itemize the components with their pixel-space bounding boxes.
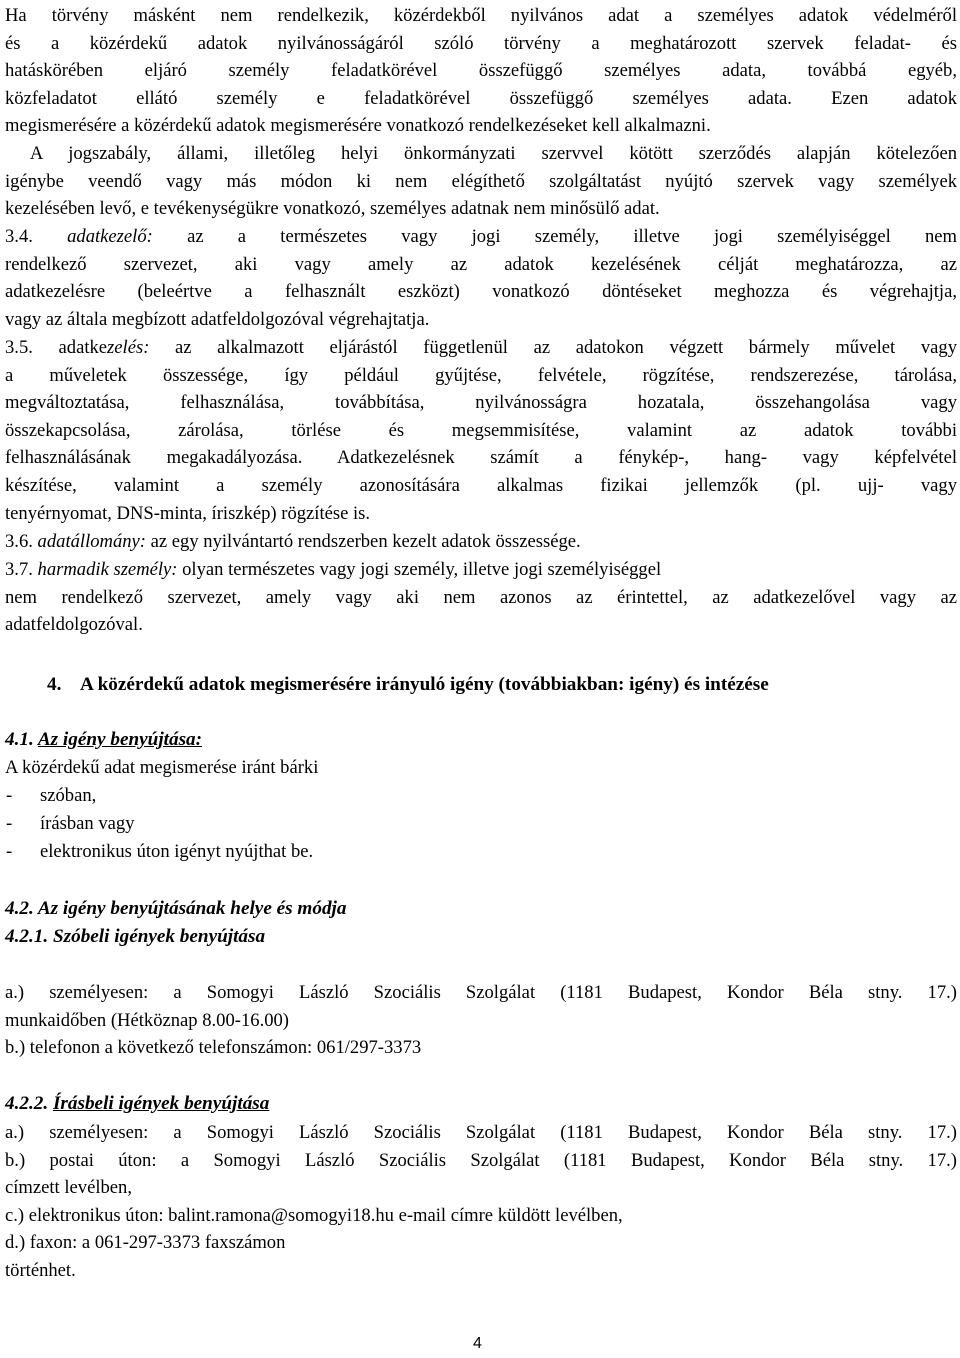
definition-3-7 (5, 556, 957, 639)
definition-text: az alkalmazott eljárástól függetlenül az adatokon végzett bármely művelet vagy (149, 337, 957, 358)
text-line: megismerésére a közérdekű adatok megismerésére vonatkozó rendelkezéseket kell alkalmazni. (5, 115, 711, 137)
text-line: vagy az általa megbízott adatfeldolgozóval végrehajtatja. (5, 308, 430, 330)
oral-requests-list (5, 979, 957, 1062)
text-line: nem rendelkező szervezet, amely vagy aki nem azonos az érintettel, az adatkezelővel vagy az (5, 586, 957, 608)
page-number: 4 (473, 1335, 482, 1352)
section-number: 4.2.2. (5, 1093, 53, 1114)
bullet-dash: - (6, 841, 13, 862)
list-item (5, 810, 957, 838)
bullet-dash: - (6, 813, 13, 834)
text-line: a.) személyesen: a Somogyi László Szociális Szolgálat (1181 Budapest, Kondor Béla stny. 17.) (5, 1122, 957, 1143)
definition-number: 3.7. (5, 559, 38, 580)
section-number: 4.1. (5, 729, 38, 750)
intro-paragraph (5, 2, 957, 140)
text-line: kezelésében levő, e tevékenységükre vonatkozó, személyes adatnak nem minősülő adat. (5, 198, 660, 220)
text-line: felhasználásának megakadályozása. Adatkezelésnek számít a fénykép-, hang- vagy képfelvétel (5, 447, 957, 469)
written-requests-list (5, 1119, 957, 1285)
text-line: Ha törvény másként nem rendelkezik, közérdekből nyilvános adat a személyes adatok védelméről (5, 5, 957, 26)
section-number: 4. (47, 674, 62, 695)
text-line: összekapcsolása, zárolása, törlése és megsemmisítése, valamint az adatok további (5, 419, 957, 441)
text-line: történhet. (5, 1259, 76, 1281)
definition-number: 3.5. (5, 337, 59, 358)
definition-first-line (5, 334, 957, 362)
definition-term-italic: zelés: (107, 337, 150, 358)
section-title: Az igény benyújtása: (37, 729, 203, 750)
text-line: b.) telefonon a következő telefonszámon: 061/297-3373 (5, 1037, 422, 1059)
section-4-1-heading (5, 726, 957, 754)
definition-term: adatkezelő: (67, 226, 153, 247)
definition-number: 3.4. (5, 226, 68, 247)
section-4-2-1-heading: 4.2.1. Szóbeli igények benyújtása (5, 926, 266, 947)
text-line: tenyérnyomat, DNS-minta, íriszkép) rögzítése is. (5, 502, 371, 524)
text-line: b.) postai úton: a Somogyi László Szociális Szolgálat (1181 Budapest, Kondor Béla stny. 17.) (5, 1149, 957, 1171)
definition-term: adatállomány: (37, 531, 146, 552)
list-item (5, 838, 957, 866)
list-item-text: szóban, (40, 785, 97, 806)
text-line: igénybe veendő vagy más módon ki nem elégíthető szolgáltatást nyújtó szervek vagy személyek (5, 170, 957, 192)
list-item-text: írásban vagy (40, 813, 135, 834)
text-line: d.) faxon: a 061-297-3373 faxszámon (5, 1232, 286, 1254)
text-line: rendelkező szervezet, aki vagy amely az adatok kezelésének célját meghatározza, az (5, 253, 957, 275)
definition-term-plain: adatke (58, 337, 108, 358)
section-title: Írásbeli igények benyújtása (52, 1093, 270, 1114)
definition-3-5 (5, 334, 957, 527)
section-title: A közérdekű adatok megismerésére irányuló igény (továbbiakban: igény) és intézése (80, 674, 769, 695)
definition-term: harmadik személy: (37, 559, 178, 580)
list-item (5, 782, 957, 810)
text-line: közfeladatot ellátó személy e feladatkörével összefüggő személyes adata. Ezen adatok (5, 87, 957, 109)
bullet-dash: - (6, 785, 13, 806)
text-line: megváltoztatása, felhasználása, továbbítása, nyilvánosságra hozatala, összehangolása vagy (5, 392, 957, 414)
text-line: munkaidőben (Hétköznap 8.00-16.00) (5, 1009, 289, 1031)
text-line: a műveletek összessége, így például gyűjtése, felvétele, rögzítése, rendszerezése, tárolása, (5, 364, 957, 386)
text-line: készítése, valamint a személy azonosítására alkalmas fizikai jellemzők (pl. ujj- vagy (5, 474, 957, 496)
section-4-2-heading: 4.2. Az igény benyújtásának helye és módja (5, 898, 347, 919)
definition-3-4 (5, 223, 957, 333)
text-line: és a közérdekű adatok nyilvánosságáról szóló törvény a meghatározott szervek feladat- és (5, 32, 957, 54)
text-line: hatáskörében eljáró személy feladatkörével összefüggő személyes adata, továbbá egyéb, (5, 60, 957, 82)
text-line: adatfeldolgozóval. (5, 614, 143, 636)
list-item-text: elektronikus úton igényt nyújthat be. (40, 841, 314, 862)
public-service-paragraph (5, 140, 957, 223)
text-line: A jogszabály, állami, illetőleg helyi önkormányzati szervvel kötött szerződés alapján kötelezően (5, 143, 957, 164)
definition-3-6 (5, 528, 957, 556)
section-4-2-2-heading (5, 1090, 957, 1118)
definition-number: 3.6. (5, 531, 38, 552)
definition-text: az egy nyilvántartó rendszerben kezelt adatok összessége. (146, 531, 581, 552)
definition-first-line (5, 556, 957, 584)
text-line: címzett levélben, (5, 1177, 132, 1199)
definition-first-line (5, 223, 957, 251)
definition-text: az a természetes vagy jogi személy, illetve jogi személyiséggel nem (152, 226, 957, 247)
text-line: adatkezelésre (beleértve a felhasznált eszközt) vonatkozó döntéseket meghozza és végrehajtja, (5, 281, 957, 303)
request-intro: A közérdekű adat megismerése iránt bárki (5, 757, 319, 778)
text-line: c.) elektronikus úton: balint.ramona@somogyi18.hu e-mail címre küldött levélben, (5, 1204, 623, 1226)
definition-text: olyan természetes vagy jogi személy, illetve jogi személyiséggel (177, 559, 662, 580)
text-line: a.) személyesen: a Somogyi László Szociális Szolgálat (1181 Budapest, Kondor Béla stny. 17.) (5, 982, 957, 1003)
